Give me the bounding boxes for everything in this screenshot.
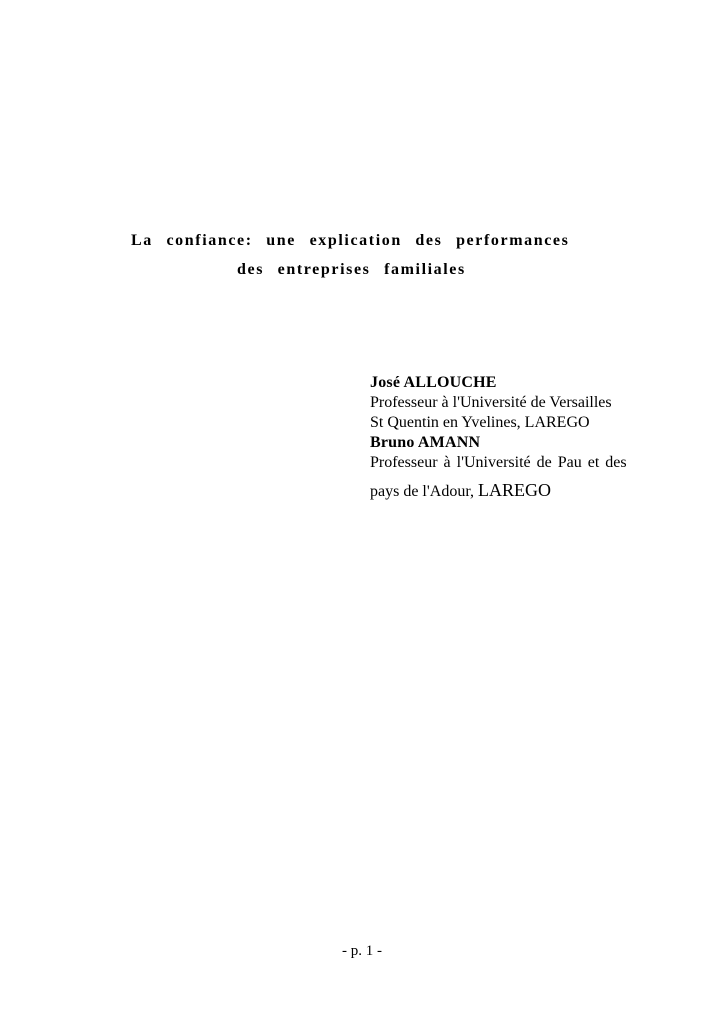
author-affiliation-line: Professeur à l'Université de Versailles xyxy=(370,394,612,411)
author-name-allouche: José ALLOUCHE xyxy=(370,374,497,391)
author-name-amann: Bruno AMANN xyxy=(370,434,481,451)
page-number: - p. 1 - xyxy=(342,943,382,959)
author-affiliation-line: Professeur à l'Université de Pau et des xyxy=(370,454,627,471)
title-line-1: La confiance: une explication des performances xyxy=(131,232,570,249)
author-affiliation-line xyxy=(370,480,660,502)
author-affiliation-line: St Quentin en Yvelines, LAREGO xyxy=(370,414,590,431)
author-block xyxy=(370,373,660,502)
author-lab-name: LAREGO xyxy=(478,480,551,500)
author-affiliation-text: pays de l'Adour, xyxy=(370,483,474,500)
title-line-2: des entreprises familiales xyxy=(237,261,466,278)
